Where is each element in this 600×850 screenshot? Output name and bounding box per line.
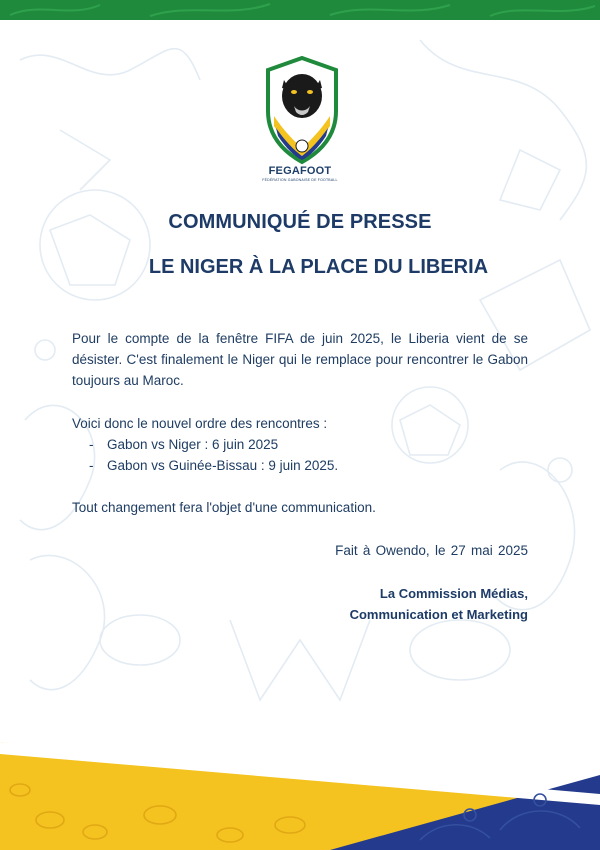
- list-item: - Gabon vs Guinée-Bissau : 9 juin 2025.: [89, 455, 338, 476]
- matches-list: [89, 434, 338, 476]
- place-date: Fait à Owendo, le 27 mai 2025: [335, 543, 528, 558]
- logo-tagline: FÉDÉRATION GABONAISE DE FOOTBALL: [262, 178, 338, 182]
- page-title: COMMUNIQUÉ DE PRESSE: [168, 211, 432, 233]
- match-text: Gabon vs Niger : 6 juin 2025: [107, 437, 279, 452]
- signature-block: [260, 583, 528, 625]
- panther-crest-icon: [264, 56, 340, 166]
- intro-paragraph: Pour le compte de la fenêtre FIFA de juin 2025, le Liberia vient de se désister. C'est finalement le Niger qui le remplace pour rencontrer le Gabon toujours au Maroc.: [72, 331, 528, 388]
- closing-paragraph: Tout changement fera l'objet d'une communication.: [72, 500, 376, 515]
- bottom-color-band: [0, 720, 600, 850]
- top-color-stripe: [0, 0, 600, 20]
- page-subtitle: LE NIGER À LA PLACE DU LIBERIA: [148, 256, 489, 278]
- signature-line-1: La Commission Médias,: [379, 586, 528, 601]
- match-text: Gabon vs Guinée-Bissau : 9 juin 2025.: [107, 458, 339, 473]
- matches-intro: Voici donc le nouvel ordre des rencontres :: [72, 416, 328, 431]
- list-item: - Gabon vs Niger : 6 juin 2025: [89, 434, 338, 455]
- signature-line-2: Communication et Marketing: [349, 607, 528, 622]
- logo-wordmark: FEGAFOOT: [268, 165, 332, 177]
